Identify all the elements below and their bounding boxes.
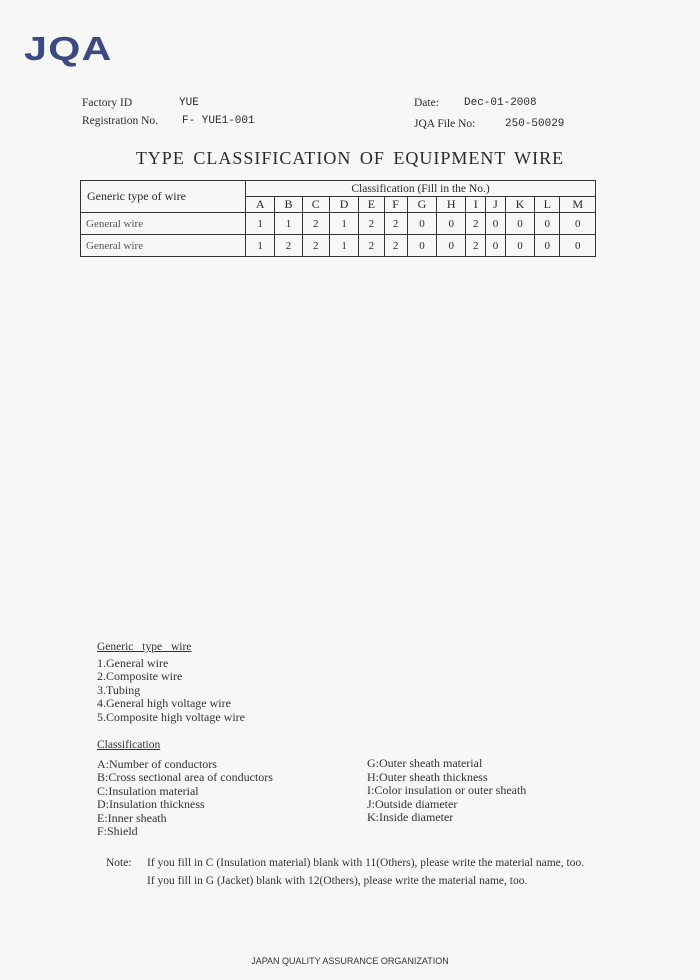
- table-cell: 2: [466, 213, 486, 235]
- row-label: General wire: [81, 235, 246, 257]
- factory-id-label: Factory ID: [82, 97, 133, 109]
- table-cell: 1: [275, 213, 302, 235]
- list-item: F:Shield: [97, 824, 138, 838]
- table-cell: 0: [505, 213, 534, 235]
- table-cell: 0: [437, 235, 466, 257]
- footer: JAPAN QUALITY ASSURANCE ORGANIZATION: [251, 956, 449, 966]
- list-item: E:Inner sheath: [97, 810, 167, 825]
- date-label: Date:: [414, 97, 439, 109]
- table-cell: 1: [246, 235, 275, 257]
- column-header-i: I: [466, 197, 486, 213]
- table-cell: 2: [384, 213, 407, 235]
- note-line: If you fill in G (Jacket) blank with 12(Others), please write the material name, too.: [147, 875, 528, 887]
- classification-legend: [97, 739, 273, 839]
- generic-type-heading: Generic type wire: [97, 641, 192, 653]
- list-item: A:Number of conductors: [97, 756, 217, 771]
- file-label: JQA File No:: [414, 118, 476, 130]
- list-item: 4.General high voltage wire: [97, 696, 231, 710]
- table-row: [81, 235, 596, 257]
- column-header-b: B: [275, 197, 302, 213]
- column-header-h: H: [437, 197, 466, 213]
- registration-value: F- YUE1-001: [182, 115, 255, 127]
- file-value: 250-50029: [505, 118, 565, 130]
- list-item: 3.Tubing: [97, 682, 141, 697]
- column-header-c: C: [302, 197, 329, 213]
- table-cell: 2: [359, 235, 384, 257]
- classification-table: [80, 180, 596, 257]
- list-item: J:Outside diameter: [367, 796, 458, 811]
- table-row: [81, 213, 596, 235]
- table-cell: 2: [302, 213, 329, 235]
- table-cell: 0: [486, 213, 506, 235]
- list-item: C:Insulation material: [97, 783, 199, 798]
- note: [106, 856, 586, 892]
- registration-label: Registration No.: [82, 115, 159, 127]
- table-cell: 0: [560, 235, 596, 257]
- table-cell: 1: [329, 235, 358, 257]
- column-header-m: M: [560, 197, 596, 213]
- generic-type-header: Generic type of wire: [81, 181, 246, 213]
- column-header-f: F: [384, 197, 407, 213]
- classification-legend-right: [367, 757, 526, 825]
- classification-heading: Classification: [97, 739, 161, 751]
- table-cell: 0: [407, 213, 436, 235]
- column-header-k: K: [505, 197, 534, 213]
- table-cell: 2: [466, 235, 486, 257]
- list-item: H:Outer sheath thickness: [367, 769, 488, 784]
- jqa-logo: JQA: [24, 30, 113, 67]
- table-cell: 0: [486, 235, 506, 257]
- note-label: Note:: [106, 857, 132, 869]
- table-cell: 0: [535, 213, 560, 235]
- list-item: G:Outer sheath material: [367, 756, 483, 770]
- generic-type-legend: [97, 641, 245, 724]
- table-cell: 1: [329, 213, 358, 235]
- table-cell: 1: [246, 213, 275, 235]
- column-header-l: L: [535, 197, 560, 213]
- table-cell: 2: [302, 235, 329, 257]
- factory-id-value: YUE: [179, 97, 199, 109]
- column-header-j: J: [486, 197, 506, 213]
- list-item: K:Inside diameter: [367, 810, 454, 824]
- table-cell: 0: [505, 235, 534, 257]
- list-item: B:Cross sectional area of conductors: [97, 770, 273, 784]
- table-cell: 0: [407, 235, 436, 257]
- column-header-e: E: [359, 197, 384, 213]
- row-label: General wire: [81, 213, 246, 235]
- table-cell: 0: [437, 213, 466, 235]
- table-cell: 2: [275, 235, 302, 257]
- classification-header: Classification (Fill in the No.): [246, 181, 596, 197]
- list-item: 2.Composite wire: [97, 669, 183, 683]
- table-cell: 2: [384, 235, 407, 257]
- note-line: If you fill in C (Insulation material) blank with 11(Others), please write the material name, too.: [147, 857, 585, 869]
- document-title: TYPE CLASSIFICATION OF EQUIPMENT WIRE: [135, 148, 565, 168]
- column-header-a: A: [246, 197, 275, 213]
- table-cell: 0: [535, 235, 560, 257]
- list-item: 1.General wire: [97, 655, 169, 670]
- list-item: D:Insulation thickness: [97, 797, 205, 811]
- column-header-d: D: [329, 197, 358, 213]
- column-header-g: G: [407, 197, 436, 213]
- list-item: 5.Composite high voltage wire: [97, 709, 245, 724]
- table-cell: 0: [560, 213, 596, 235]
- list-item: I:Color insulation or outer sheath: [367, 783, 527, 797]
- table-cell: 2: [359, 213, 384, 235]
- date-value: Dec-01-2008: [464, 97, 537, 109]
